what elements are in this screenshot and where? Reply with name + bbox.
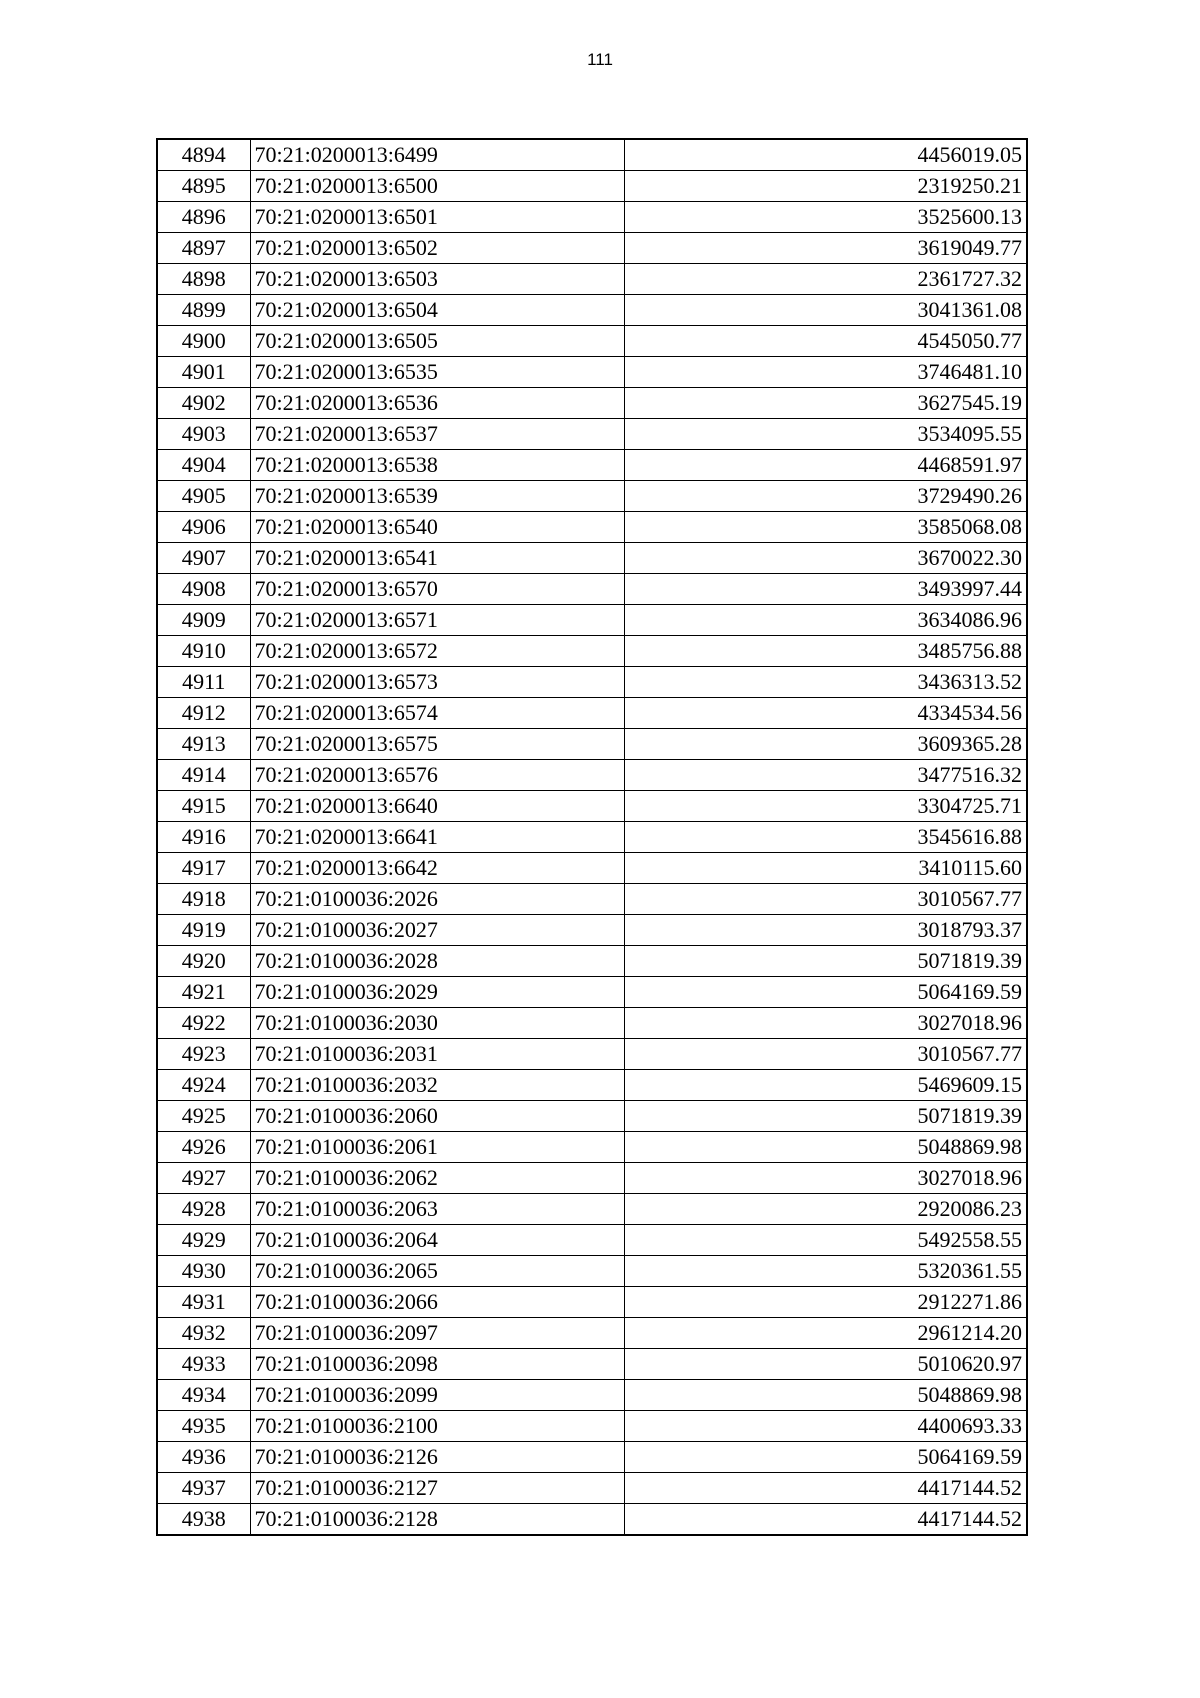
cadastral-value-cell: 2961214.20	[624, 1318, 1027, 1349]
row-number-cell: 4915	[157, 791, 250, 822]
table-row	[157, 1318, 1027, 1349]
cadastral-number-cell: 70:21:0100036:2063	[250, 1194, 624, 1225]
cadastral-value-cell: 3634086.96	[624, 605, 1027, 636]
cadastral-value-cell: 5320361.55	[624, 1256, 1027, 1287]
cadastral-number-cell: 70:21:0100036:2028	[250, 946, 624, 977]
cadastral-value-cell: 5064169.59	[624, 1442, 1027, 1473]
page-number: 111	[587, 50, 613, 69]
row-number-cell: 4900	[157, 326, 250, 357]
row-number-cell: 4908	[157, 574, 250, 605]
row-number-cell: 4918	[157, 884, 250, 915]
row-number-cell: 4919	[157, 915, 250, 946]
cadastral-number-cell: 70:21:0200013:6573	[250, 667, 624, 698]
row-number-cell: 4936	[157, 1442, 250, 1473]
table-row	[157, 946, 1027, 977]
cadastral-value-cell: 4545050.77	[624, 326, 1027, 357]
row-number-cell: 4916	[157, 822, 250, 853]
row-number-cell: 4903	[157, 419, 250, 450]
row-number-cell: 4938	[157, 1504, 250, 1536]
cadastral-number-cell: 70:21:0200013:6537	[250, 419, 624, 450]
cadastral-value-cell: 3609365.28	[624, 729, 1027, 760]
table-row	[157, 1442, 1027, 1473]
table-row	[157, 698, 1027, 729]
row-number-cell: 4905	[157, 481, 250, 512]
table-row	[157, 202, 1027, 233]
cadastral-value-cell: 3619049.77	[624, 233, 1027, 264]
cadastral-value-cell: 5492558.55	[624, 1225, 1027, 1256]
table-row	[157, 450, 1027, 481]
table-row	[157, 512, 1027, 543]
row-number-cell: 4930	[157, 1256, 250, 1287]
cadastral-number-cell: 70:21:0100036:2061	[250, 1132, 624, 1163]
cadastral-number-cell: 70:21:0100036:2098	[250, 1349, 624, 1380]
cadastral-number-cell: 70:21:0200013:6572	[250, 636, 624, 667]
cadastral-value-cell: 2361727.32	[624, 264, 1027, 295]
row-number-cell: 4931	[157, 1287, 250, 1318]
cadastral-number-cell: 70:21:0200013:6641	[250, 822, 624, 853]
row-number-cell: 4897	[157, 233, 250, 264]
table-row	[157, 543, 1027, 574]
row-number-cell: 4935	[157, 1411, 250, 1442]
cadastral-number-cell: 70:21:0100036:2030	[250, 1008, 624, 1039]
table-row	[157, 419, 1027, 450]
cadastral-number-cell: 70:21:0200013:6502	[250, 233, 624, 264]
cadastral-number-cell: 70:21:0200013:6539	[250, 481, 624, 512]
cadastral-number-cell: 70:21:0200013:6640	[250, 791, 624, 822]
table-row	[157, 1070, 1027, 1101]
cadastral-number-cell: 70:21:0100036:2064	[250, 1225, 624, 1256]
cadastral-number-cell: 70:21:0200013:6504	[250, 295, 624, 326]
cadastral-number-cell: 70:21:0100036:2100	[250, 1411, 624, 1442]
cadastral-value-cell: 4334534.56	[624, 698, 1027, 729]
cadastral-number-cell: 70:21:0200013:6535	[250, 357, 624, 388]
cadastral-value-cell: 3627545.19	[624, 388, 1027, 419]
cadastral-number-cell: 70:21:0200013:6501	[250, 202, 624, 233]
table-row	[157, 1287, 1027, 1318]
cadastral-number-cell: 70:21:0200013:6503	[250, 264, 624, 295]
row-number-cell: 4899	[157, 295, 250, 326]
cadastral-value-cell: 2912271.86	[624, 1287, 1027, 1318]
table-row	[157, 1039, 1027, 1070]
cadastral-number-cell: 70:21:0100036:2027	[250, 915, 624, 946]
cadastral-number-cell: 70:21:0200013:6571	[250, 605, 624, 636]
cadastral-value-cell: 5048869.98	[624, 1380, 1027, 1411]
cadastral-number-cell: 70:21:0200013:6570	[250, 574, 624, 605]
cadastral-value-cell: 3525600.13	[624, 202, 1027, 233]
cadastral-number-cell: 70:21:0200013:6500	[250, 171, 624, 202]
cadastral-number-cell: 70:21:0200013:6576	[250, 760, 624, 791]
row-number-cell: 4934	[157, 1380, 250, 1411]
cadastral-number-cell: 70:21:0100036:2026	[250, 884, 624, 915]
cadastral-number-cell: 70:21:0100036:2065	[250, 1256, 624, 1287]
cadastral-value-cell: 3485756.88	[624, 636, 1027, 667]
cadastral-number-cell: 70:21:0100036:2126	[250, 1442, 624, 1473]
table-row	[157, 139, 1027, 171]
table-row	[157, 1194, 1027, 1225]
row-number-cell: 4937	[157, 1473, 250, 1504]
cadastral-value-cell: 3729490.26	[624, 481, 1027, 512]
cadastral-value-cell: 3027018.96	[624, 1163, 1027, 1194]
table-row	[157, 822, 1027, 853]
row-number-cell: 4920	[157, 946, 250, 977]
table-row	[157, 977, 1027, 1008]
table-row	[157, 729, 1027, 760]
table-row	[157, 388, 1027, 419]
table-row	[157, 636, 1027, 667]
table-row	[157, 853, 1027, 884]
cadastral-value-cell: 3410115.60	[624, 853, 1027, 884]
row-number-cell: 4924	[157, 1070, 250, 1101]
table-row	[157, 1225, 1027, 1256]
row-number-cell: 4917	[157, 853, 250, 884]
cadastral-value-cell: 3010567.77	[624, 884, 1027, 915]
cadastral-value-cell: 3670022.30	[624, 543, 1027, 574]
row-number-cell: 4925	[157, 1101, 250, 1132]
table-row	[157, 171, 1027, 202]
table-row	[157, 605, 1027, 636]
cadastral-value-cell: 4400693.33	[624, 1411, 1027, 1442]
cadastral-number-cell: 70:21:0100036:2060	[250, 1101, 624, 1132]
row-number-cell: 4907	[157, 543, 250, 574]
cadastral-number-cell: 70:21:0100036:2099	[250, 1380, 624, 1411]
row-number-cell: 4922	[157, 1008, 250, 1039]
cadastral-value-cell: 3018793.37	[624, 915, 1027, 946]
cadastral-value-cell: 3304725.71	[624, 791, 1027, 822]
table-row	[157, 574, 1027, 605]
row-number-cell: 4898	[157, 264, 250, 295]
cadastral-value-cell: 3585068.08	[624, 512, 1027, 543]
table-row	[157, 1132, 1027, 1163]
cadastral-value-cell: 3041361.08	[624, 295, 1027, 326]
row-number-cell: 4914	[157, 760, 250, 791]
table-body	[157, 139, 1027, 1535]
table-row	[157, 791, 1027, 822]
table-row	[157, 1163, 1027, 1194]
row-number-cell: 4896	[157, 202, 250, 233]
table-row	[157, 233, 1027, 264]
cadastral-number-cell: 70:21:0100036:2127	[250, 1473, 624, 1504]
cadastral-number-cell: 70:21:0100036:2031	[250, 1039, 624, 1070]
table-row	[157, 1380, 1027, 1411]
cadastral-value-cell: 3477516.32	[624, 760, 1027, 791]
table-row	[157, 1349, 1027, 1380]
table-row	[157, 357, 1027, 388]
row-number-cell: 4911	[157, 667, 250, 698]
cadastral-value-cell: 3493997.44	[624, 574, 1027, 605]
cadastral-number-cell: 70:21:0200013:6499	[250, 139, 624, 171]
cadastral-value-cell: 4456019.05	[624, 139, 1027, 171]
row-number-cell: 4932	[157, 1318, 250, 1349]
table-row	[157, 264, 1027, 295]
table-row	[157, 884, 1027, 915]
cadastral-number-cell: 70:21:0100036:2097	[250, 1318, 624, 1349]
row-number-cell: 4904	[157, 450, 250, 481]
cadastral-number-cell: 70:21:0100036:2032	[250, 1070, 624, 1101]
cadastral-value-cell: 5469609.15	[624, 1070, 1027, 1101]
row-number-cell: 4929	[157, 1225, 250, 1256]
cadastral-number-cell: 70:21:0200013:6540	[250, 512, 624, 543]
table-row	[157, 760, 1027, 791]
cadastral-value-cell: 4417144.52	[624, 1504, 1027, 1536]
table-row	[157, 1504, 1027, 1536]
row-number-cell: 4913	[157, 729, 250, 760]
table-row	[157, 1008, 1027, 1039]
cadastral-number-cell: 70:21:0200013:6642	[250, 853, 624, 884]
cadastral-value-cell: 5071819.39	[624, 1101, 1027, 1132]
table-row	[157, 1256, 1027, 1287]
table-row	[157, 326, 1027, 357]
cadastral-value-cell: 2920086.23	[624, 1194, 1027, 1225]
cadastral-value-cell: 2319250.21	[624, 171, 1027, 202]
cadastral-value-cell: 3436313.52	[624, 667, 1027, 698]
cadastral-number-cell: 70:21:0100036:2128	[250, 1504, 624, 1536]
table-row	[157, 1101, 1027, 1132]
row-number-cell: 4902	[157, 388, 250, 419]
row-number-cell: 4912	[157, 698, 250, 729]
cadastral-number-cell: 70:21:0100036:2029	[250, 977, 624, 1008]
cadastral-value-cell: 3746481.10	[624, 357, 1027, 388]
cadastral-number-cell: 70:21:0200013:6505	[250, 326, 624, 357]
table-row	[157, 295, 1027, 326]
row-number-cell: 4926	[157, 1132, 250, 1163]
row-number-cell: 4901	[157, 357, 250, 388]
cadastral-number-cell: 70:21:0200013:6536	[250, 388, 624, 419]
cadastral-number-cell: 70:21:0200013:6575	[250, 729, 624, 760]
row-number-cell: 4895	[157, 171, 250, 202]
cadastral-value-cell: 3534095.55	[624, 419, 1027, 450]
row-number-cell: 4927	[157, 1163, 250, 1194]
row-number-cell: 4906	[157, 512, 250, 543]
cadastral-value-cell: 3545616.88	[624, 822, 1027, 853]
row-number-cell: 4921	[157, 977, 250, 1008]
row-number-cell: 4928	[157, 1194, 250, 1225]
cadastral-number-cell: 70:21:0100036:2062	[250, 1163, 624, 1194]
cadastral-value-cell: 5048869.98	[624, 1132, 1027, 1163]
cadastral-value-cell: 3010567.77	[624, 1039, 1027, 1070]
table-row	[157, 1473, 1027, 1504]
row-number-cell: 4894	[157, 139, 250, 171]
table-row	[157, 915, 1027, 946]
cadastral-number-cell: 70:21:0200013:6574	[250, 698, 624, 729]
table-row	[157, 667, 1027, 698]
cadastral-number-cell: 70:21:0100036:2066	[250, 1287, 624, 1318]
cadastral-value-table	[156, 138, 1028, 1536]
table-row	[157, 481, 1027, 512]
row-number-cell: 4909	[157, 605, 250, 636]
cadastral-value-cell: 5064169.59	[624, 977, 1027, 1008]
row-number-cell: 4933	[157, 1349, 250, 1380]
table-row	[157, 1411, 1027, 1442]
cadastral-value-cell: 5010620.97	[624, 1349, 1027, 1380]
cadastral-value-cell: 4468591.97	[624, 450, 1027, 481]
row-number-cell: 4910	[157, 636, 250, 667]
cadastral-number-cell: 70:21:0200013:6541	[250, 543, 624, 574]
cadastral-value-cell: 4417144.52	[624, 1473, 1027, 1504]
cadastral-value-cell: 5071819.39	[624, 946, 1027, 977]
cadastral-number-cell: 70:21:0200013:6538	[250, 450, 624, 481]
row-number-cell: 4923	[157, 1039, 250, 1070]
cadastral-value-cell: 3027018.96	[624, 1008, 1027, 1039]
